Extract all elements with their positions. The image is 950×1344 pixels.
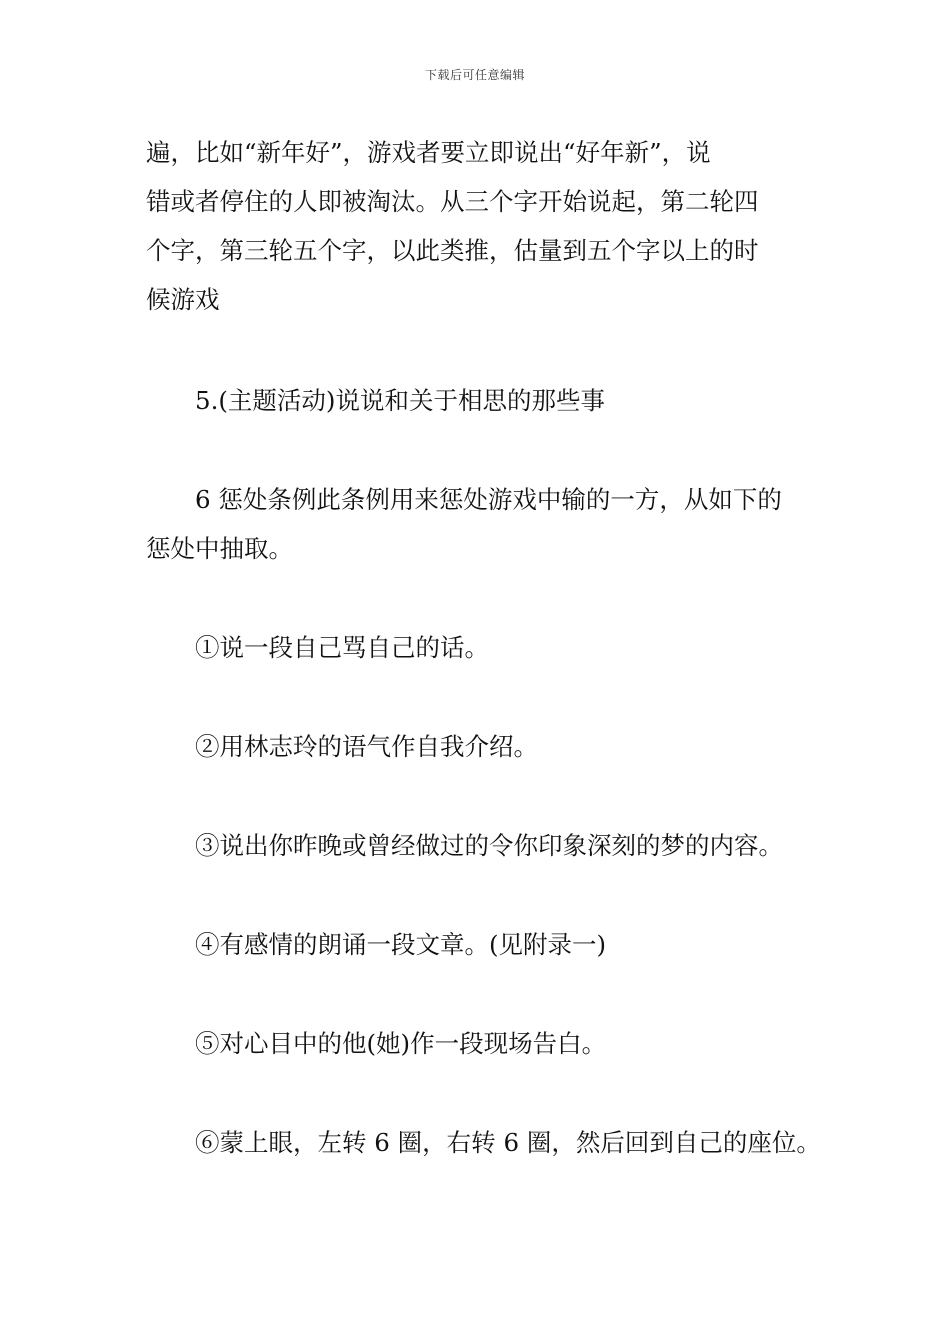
text-line: 5.(主题活动)说说和关于相思的那些事: [195, 386, 605, 415]
penalty-item-4: [146, 920, 826, 969]
text-line: 候游戏: [146, 285, 220, 314]
text-line: 个字，第三轮五个字，以此类推，估量到五个字以上的时: [146, 236, 759, 265]
text-line: 惩处中抽取。: [146, 534, 293, 563]
text-line: 错或者停住的人即被淘汰。从三个字开始说起，第二轮四: [146, 187, 759, 216]
text-line: ③说出你昨晚或曾经做过的令你印象深刻的梦的内容。: [195, 831, 783, 860]
document-body: [146, 128, 826, 1167]
text-line: ②用林志玲的语气作自我介绍。: [195, 732, 538, 761]
penalty-item-1: [146, 623, 826, 672]
paragraph-game-rules: [146, 128, 826, 324]
penalty-item-2: [146, 722, 826, 771]
paragraph-theme-activity: [146, 376, 826, 425]
page-header: 下载后可任意编辑: [424, 68, 525, 82]
paragraph-penalty-rules: [146, 475, 826, 573]
text-line: ⑤对心目中的他(她)作一段现场告白。: [195, 1029, 607, 1058]
text-line: ①说一段自己骂自己的话。: [195, 633, 489, 662]
text-line: ④有感情的朗诵一段文章。(见附录一): [195, 930, 607, 959]
text-line: 6 惩处条例此条例用来惩处游戏中输的一方，从如下的: [195, 485, 782, 514]
text-line: 遍，比如“新年好”，游戏者要立即说出“好年新”，说: [146, 138, 711, 167]
penalty-item-6: [146, 1118, 826, 1167]
penalty-item-3: [146, 821, 826, 870]
penalty-item-5: [146, 1019, 826, 1068]
text-line: ⑥蒙上眼，左转 6 圈，右转 6 圈，然后回到自己的座位。: [195, 1128, 821, 1157]
